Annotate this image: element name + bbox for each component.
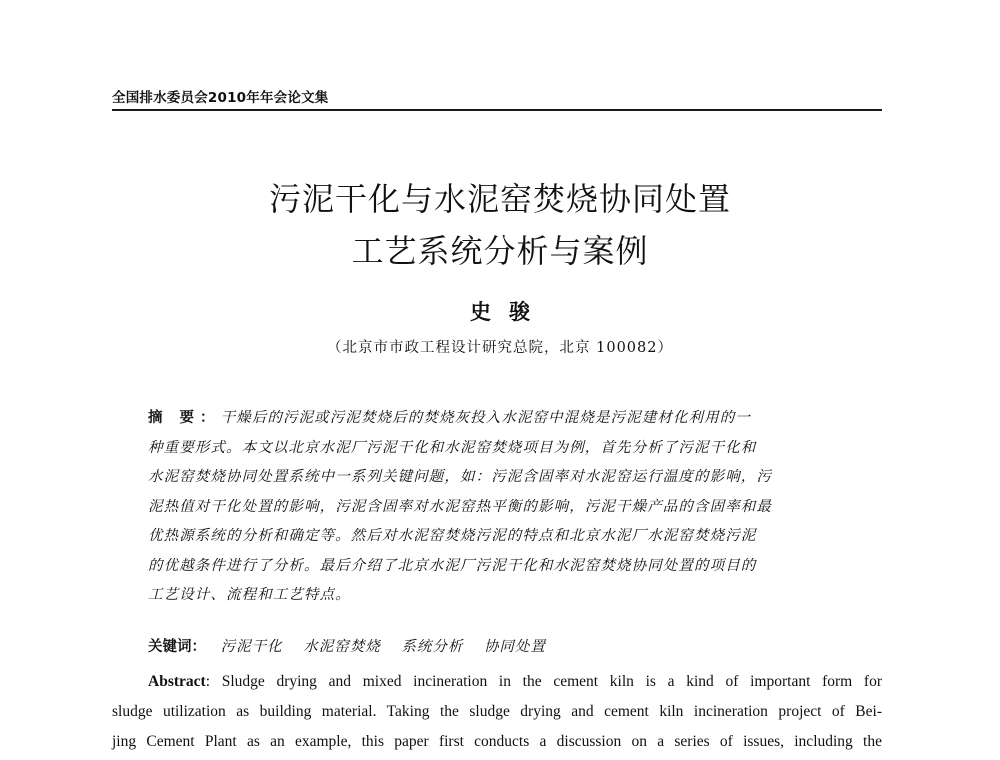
abstract-en-line	[112, 667, 882, 697]
keyword: 协同处置	[483, 639, 546, 655]
header-rule	[112, 109, 882, 111]
keyword: 水泥窑焚烧	[303, 639, 381, 655]
abstract-line: 泥热值对干化处置的影响，污泥含固率对水泥窑热平衡的影响，污泥干燥产品的含固率和最	[148, 498, 772, 515]
keyword: 污泥干化	[220, 639, 283, 655]
abstract-line: 优热源系统的分析和确定等。然后对水泥窑焚烧污泥的特点和北京水泥厂水泥窑焚烧污泥	[148, 528, 757, 544]
abstract-text: 干燥后的污泥或污泥焚烧后的焚烧灰投入水泥窑中混烧是污泥建材化利用的一	[220, 410, 751, 426]
chinese-abstract	[148, 404, 882, 611]
keyword: 系统分析	[401, 639, 464, 655]
abstract-label: 摘 要：	[148, 410, 221, 426]
abstract-en-label: Abstract	[148, 673, 206, 690]
author-name: 史骏	[470, 299, 548, 324]
abstract-line: 水泥窑焚烧协同处置系统中一系列关键问题，如：污泥含固率对水泥窑运行温度的影响，污	[148, 469, 772, 485]
english-abstract	[112, 667, 882, 757]
running-header: 全国排水委员会2010年年会论文集	[112, 90, 329, 106]
abstract-line	[148, 404, 882, 434]
author-affiliation: （北京市市政工程设计研究总院，北京 100082）	[327, 340, 673, 356]
abstract-line: 工艺设计、流程和工艺特点。	[148, 587, 351, 603]
keywords-label: 关键词：	[148, 639, 206, 655]
keywords	[148, 635, 562, 656]
abstract-line: 种重要形式。本文以北京水泥厂污泥干化和水泥窑焚烧项目为例，首先分析了污泥干化和	[148, 439, 757, 456]
paper-title-line-1: 污泥干化与水泥窑焚烧协同处置	[268, 180, 731, 218]
abstract-en-line: sludge utilization as building material. Taking the sludge drying and cement kiln incineration project of Bei-	[112, 703, 882, 720]
abstract-line: 的优越条件进行了分析。最后介绍了北京水泥厂污泥干化和水泥窑焚烧协同处置的项目的	[148, 557, 757, 574]
abstract-en-text: : Sludge drying and mixed incineration in the cement kiln is a kind of important form for	[205, 673, 882, 690]
abstract-en-line: jing Cement Plant as an example, this paper first conducts a discussion on a series of issues, including the	[112, 733, 882, 750]
paper-title-line-2: 工艺系统分析与案例	[351, 232, 649, 270]
